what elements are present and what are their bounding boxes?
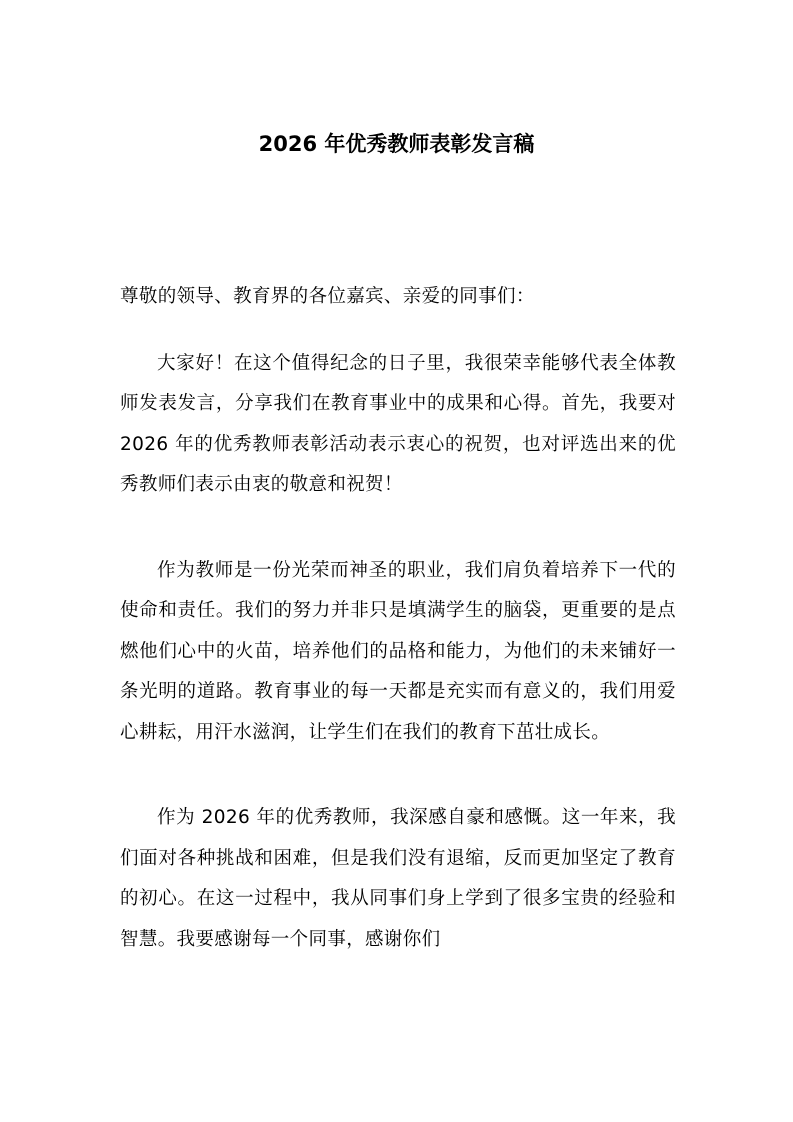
document-body	[120, 277, 676, 960]
paragraph-opening: 大家好！在这个值得纪念的日子里，我很荣幸能够代表全体教师发表发言，分享我们在教育事业中的成果和心得。首先，我要对 2026 年的优秀教师表彰活动表示衷心的祝贺，也对评选出来的优秀教师们表示由衷的敬意和祝贺！	[120, 352, 676, 495]
paragraph-teaching-mission: 作为教师是一份光荣而神圣的职业，我们肩负着培养下一代的使命和责任。我们的努力并非只是填满学生的脑袋，更重要的是点燃他们心中的火苗，培养他们的品格和能力，为他们的未来铺好一条光明的道路。教育事业的每一天都是充实而有意义的，我们用爱心耕耘，用汗水滋润，让学生们在我们的教育下茁壮成长。	[120, 559, 676, 743]
document-title: 2026 年优秀教师表彰发言稿	[258, 132, 535, 156]
greeting-line: 尊敬的领导、教育界的各位嘉宾、亲爱的同事们：	[120, 286, 535, 307]
paragraph-excellent-teacher: 作为 2026 年的优秀教师，我深感自豪和感慨。这一年来，我们面对各种挑战和困难，但是我们没有退缩，反而更加坚定了教育的初心。在这一过程中，我从同事们身上学到了很多宝贵的经验和智慧。我要感谢每一个同事，感谢你们	[120, 807, 676, 950]
